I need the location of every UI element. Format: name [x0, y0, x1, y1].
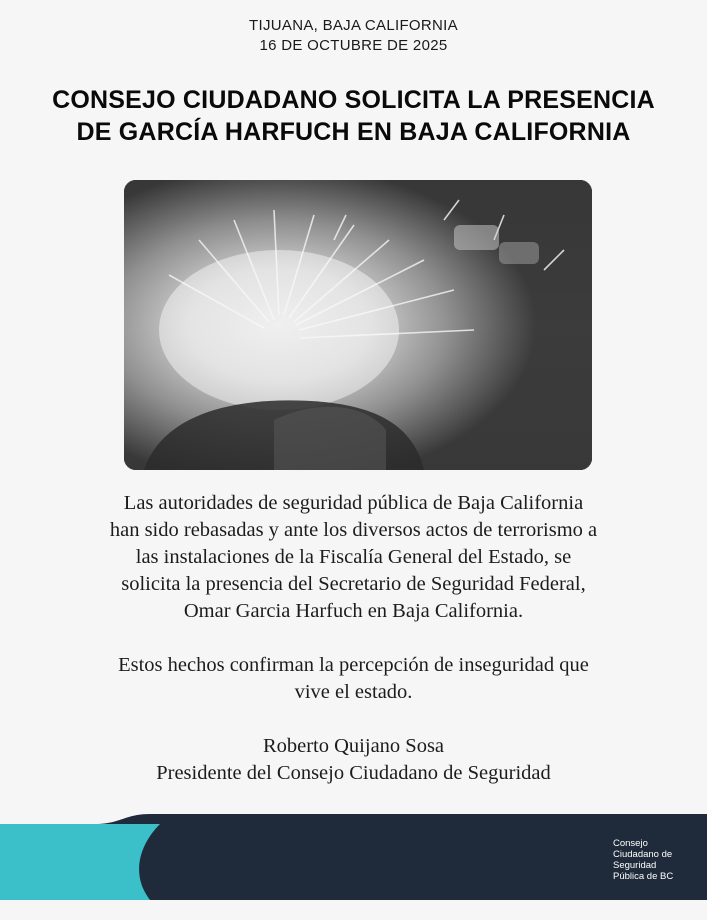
paragraph-2-line: Estos hechos confirman la percepción de inseguridad que — [118, 654, 589, 676]
signature — [20, 733, 687, 787]
ccs-logo — [547, 834, 695, 896]
paragraph-1-line: Omar Garcia Harfuch en Baja California. — [183, 600, 524, 622]
headline-line-2: DE GARCÍA HARFUCH EN BAJA CALIFORNIA — [76, 118, 631, 146]
footer-banner — [0, 814, 707, 900]
ccs-logo-text — [613, 838, 697, 882]
dateline-place: TIJUANA, BAJA CALIFORNIA — [249, 17, 458, 34]
news-photo — [124, 180, 592, 470]
paragraph-1-line: Las autoridades de seguridad pública de Baja California — [123, 492, 584, 514]
paragraph-2 — [20, 652, 687, 706]
dateline-date: 16 DE OCTUBRE DE 2025 — [259, 37, 448, 54]
logo-line: Ciudadano de — [613, 849, 673, 860]
signature-title: Presidente del Consejo Ciudadano de Seguridad — [156, 762, 551, 784]
paragraph-1-line: han sido rebasadas y ante los diversos actos de terrorismo a — [109, 519, 598, 541]
logo-line: Seguridad — [613, 860, 657, 871]
signature-name: Roberto Quijano Sosa — [262, 735, 445, 757]
dateline — [0, 16, 707, 56]
headline-line-1: CONSEJO CIUDADANO SOLICITA LA PRESENCIA — [52, 86, 655, 114]
paragraph-1-line: las instalaciones de la Fiscalía General del Estado, se — [135, 546, 572, 568]
logo-line: Consejo — [613, 838, 648, 849]
paragraph-1 — [20, 490, 687, 625]
explosion-scene-image — [124, 180, 592, 470]
headline — [10, 84, 697, 148]
paragraph-2-line: vive el estado. — [294, 681, 413, 703]
logo-line: Pública de BC — [613, 871, 674, 882]
statement-body — [20, 490, 687, 814]
paragraph-1-line: solicita la presencia del Secretario de Seguridad Federal, — [121, 573, 586, 595]
